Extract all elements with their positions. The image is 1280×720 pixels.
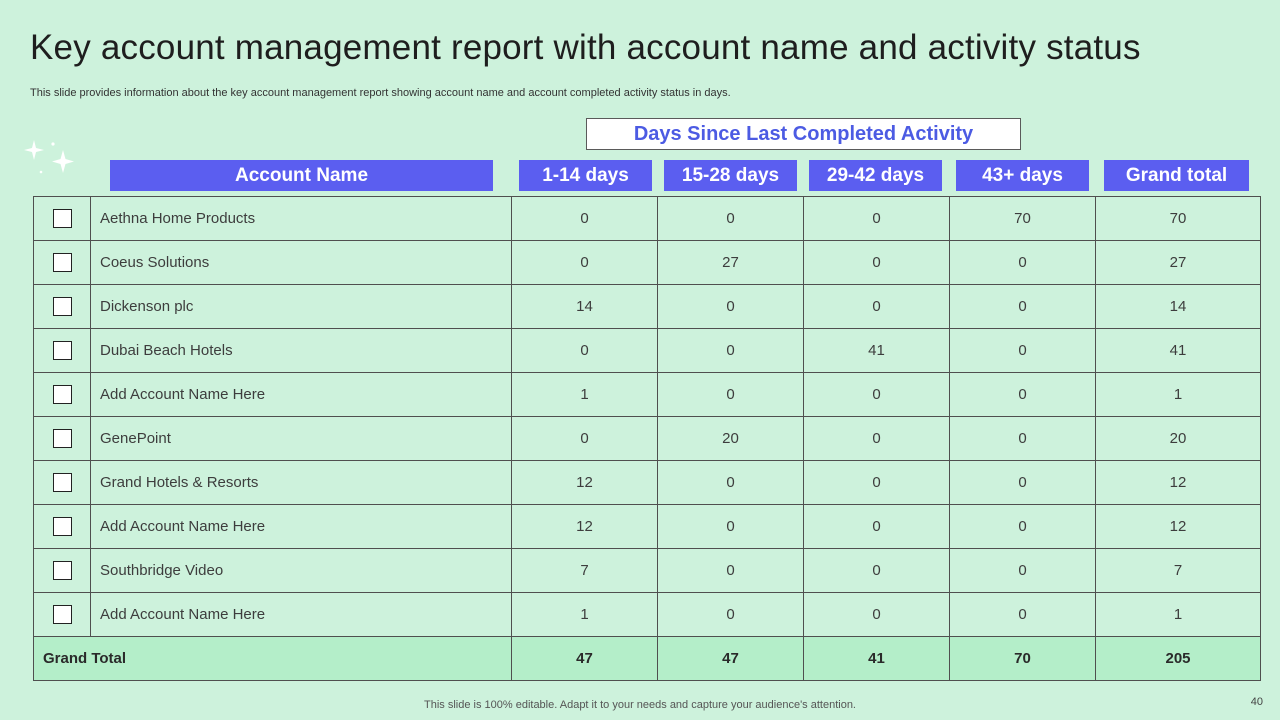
cell-43-plus: 0 [950, 593, 1096, 637]
cell-29-42: 0 [804, 549, 950, 593]
cell-15-28: 0 [658, 329, 804, 373]
account-name: Southbridge Video [91, 549, 512, 593]
cell-1-14: 1 [512, 373, 658, 417]
cell-total: 14 [1096, 285, 1261, 329]
table-row [34, 461, 1261, 505]
header-account-name: Account Name [110, 160, 493, 191]
table-row [34, 329, 1261, 373]
checkbox-icon[interactable] [53, 297, 72, 316]
cell-43-plus: 0 [950, 285, 1096, 329]
header-15-28-days: 15-28 days [664, 160, 797, 191]
cell-43-plus: 0 [950, 329, 1096, 373]
page-number: 40 [1250, 696, 1263, 708]
cell-15-28: 0 [658, 593, 804, 637]
cell-total: 27 [1096, 241, 1261, 285]
cell-15-28: 0 [658, 505, 804, 549]
cell-29-42: 0 [804, 461, 950, 505]
account-name: Add Account Name Here [91, 593, 512, 637]
checkbox-icon[interactable] [53, 341, 72, 360]
table-row [34, 197, 1261, 241]
account-name: Aethna Home Products [91, 197, 512, 241]
slide-title: Key account management report with account name and activity status [30, 28, 1141, 67]
cell-1-14: 0 [512, 417, 658, 461]
checkbox-icon[interactable] [53, 253, 72, 272]
cell-1-14: 14 [512, 285, 658, 329]
checkbox-icon[interactable] [53, 209, 72, 228]
header-43-plus-days: 43+ days [956, 160, 1089, 191]
grand-total-29-42: 41 [804, 637, 950, 681]
table-row [34, 505, 1261, 549]
cell-15-28: 0 [658, 549, 804, 593]
cell-total: 70 [1096, 197, 1261, 241]
grand-total-15-28: 47 [658, 637, 804, 681]
slide-footer: This slide is 100% editable. Adapt it to your needs and capture your audience's attention. [424, 699, 856, 711]
cell-43-plus: 0 [950, 549, 1096, 593]
cell-43-plus: 0 [950, 373, 1096, 417]
table-row [34, 285, 1261, 329]
cell-29-42: 0 [804, 505, 950, 549]
cell-1-14: 12 [512, 505, 658, 549]
cell-15-28: 20 [658, 417, 804, 461]
sparkle-icon [22, 138, 78, 180]
cell-15-28: 27 [658, 241, 804, 285]
cell-43-plus: 0 [950, 461, 1096, 505]
table-row [34, 549, 1261, 593]
checkbox-icon[interactable] [53, 561, 72, 580]
cell-1-14: 7 [512, 549, 658, 593]
cell-1-14: 12 [512, 461, 658, 505]
header-1-14-days: 1-14 days [519, 160, 652, 191]
cell-29-42: 0 [804, 593, 950, 637]
slide-subtitle: This slide provides information about the key account management report showing account name and account completed activity status in days. [30, 87, 731, 99]
cell-15-28: 0 [658, 373, 804, 417]
account-name: Add Account Name Here [91, 373, 512, 417]
cell-total: 7 [1096, 549, 1261, 593]
cell-29-42: 0 [804, 373, 950, 417]
grand-total-row [34, 637, 1261, 681]
table-row [34, 593, 1261, 637]
cell-29-42: 0 [804, 241, 950, 285]
cell-29-42: 0 [804, 417, 950, 461]
table-row [34, 417, 1261, 461]
checkbox-icon[interactable] [53, 385, 72, 404]
cell-43-plus: 0 [950, 241, 1096, 285]
account-name: Coeus Solutions [91, 241, 512, 285]
grand-total-43-plus: 70 [950, 637, 1096, 681]
cell-29-42: 41 [804, 329, 950, 373]
account-name: GenePoint [91, 417, 512, 461]
cell-15-28: 0 [658, 461, 804, 505]
grand-total-value: 205 [1096, 637, 1261, 681]
table-row [34, 373, 1261, 417]
cell-total: 12 [1096, 461, 1261, 505]
cell-1-14: 0 [512, 329, 658, 373]
account-name: Dubai Beach Hotels [91, 329, 512, 373]
account-name: Grand Hotels & Resorts [91, 461, 512, 505]
cell-total: 20 [1096, 417, 1261, 461]
header-grand-total: Grand total [1104, 160, 1249, 191]
checkbox-icon[interactable] [53, 517, 72, 536]
checkbox-icon[interactable] [53, 605, 72, 624]
checkbox-icon[interactable] [53, 473, 72, 492]
cell-29-42: 0 [804, 197, 950, 241]
cell-43-plus: 70 [950, 197, 1096, 241]
grand-total-1-14: 47 [512, 637, 658, 681]
grand-total-label: Grand Total [34, 637, 512, 681]
cell-43-plus: 0 [950, 505, 1096, 549]
cell-29-42: 0 [804, 285, 950, 329]
activity-group-header: Days Since Last Completed Activity [586, 118, 1021, 150]
cell-15-28: 0 [658, 285, 804, 329]
cell-1-14: 1 [512, 593, 658, 637]
checkbox-icon[interactable] [53, 429, 72, 448]
cell-total: 1 [1096, 373, 1261, 417]
cell-15-28: 0 [658, 197, 804, 241]
cell-total: 41 [1096, 329, 1261, 373]
cell-43-plus: 0 [950, 417, 1096, 461]
account-name: Add Account Name Here [91, 505, 512, 549]
table-row [34, 241, 1261, 285]
cell-1-14: 0 [512, 241, 658, 285]
account-name: Dickenson plc [91, 285, 512, 329]
cell-1-14: 0 [512, 197, 658, 241]
cell-total: 1 [1096, 593, 1261, 637]
cell-total: 12 [1096, 505, 1261, 549]
account-table [33, 196, 1261, 681]
header-29-42-days: 29-42 days [809, 160, 942, 191]
